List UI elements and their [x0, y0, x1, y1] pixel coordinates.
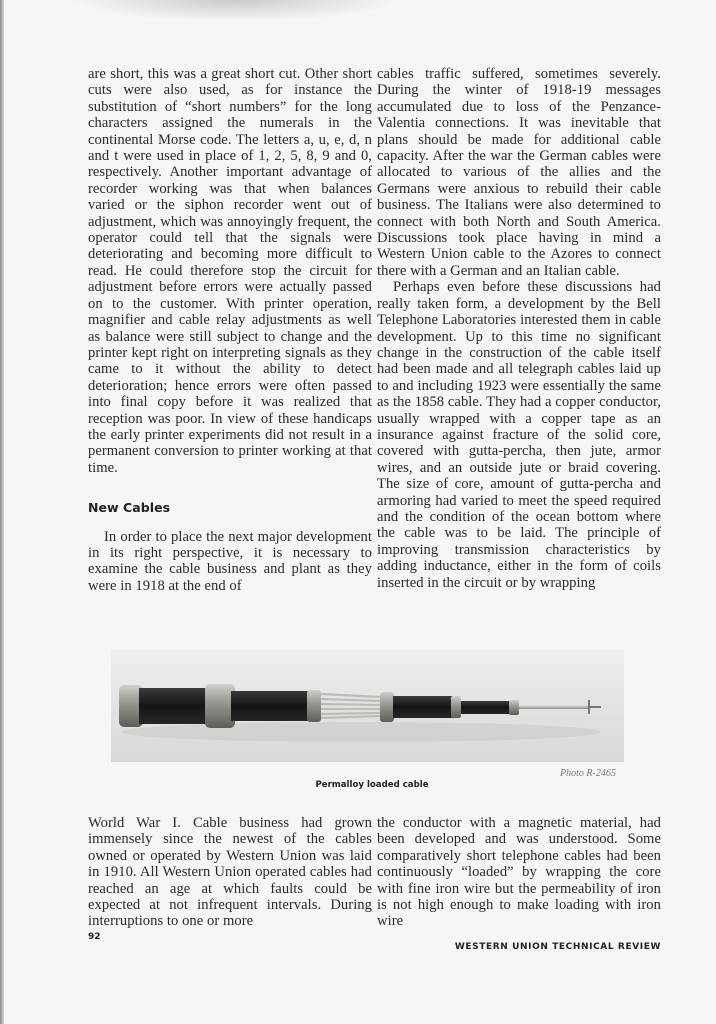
page-number: 92	[88, 932, 101, 942]
scan-shadow	[70, 0, 400, 22]
journal-footer: WESTERN UNION TECHNICAL REVIEW	[454, 942, 661, 952]
body-paragraph: are short, this was a great short cut. Other short cuts were also used, as for instance the substitution of “short numbers” for the long characters assigned the numerals in the continental Morse code. The letters a, u, e, d, n and t were used in place of 1, 2, 5, 8, 9 and 0, respectively. Another important advantage of recorder working was that when balances varied or the siphon recorder went out of adjustment, which was annoyingly frequent, the operator could tell that the signals were deteriorating and becoming more difficult to read. He could therefore stop the circuit for adjustment before errors were actually passed on to the customer. With printer operation, magnifier and cable relay adjustments as well as balance were still subject to change and the printer kept right on interpreting signals as they came to it without the ability to detect deterioration; hence errors were often passed into final copy before it was realized that reception was poor. In view of these handicaps the early printer experiments did not result in a permanent conversion to printer working at that time.	[88, 66, 372, 476]
left-column-top	[88, 66, 372, 594]
right-column-bottom	[377, 815, 661, 930]
body-paragraph: cables traffic suffered, sometimes severely. During the winter of 1918-19 messages accumulated due to loss of the Penzance-Valentia connections. It was inevitable that plans should be made for additional cable capacity. After the war the German cables were allocated to various of the allies and the Germans were anxious to rebuild their cable business. The Italians were also determined to connect with both North and South America. Discussions took place having in mind a Western Union cable to the Azores to connect there with a German and an Italian cable.	[377, 66, 661, 279]
right-column-top	[377, 66, 661, 591]
photo-credit: Photo R-2465	[560, 768, 616, 779]
body-paragraph: Perhaps even before these discussions had really taken form, a development by the Bell Telephone Laboratories interested them in cable development. Up to this time no significant change in the construction of the cable itself had been made and all telegraph cables laid up to and including 1923 were essentially the same as the 1858 cable. They had a copper conductor, usually wrapped with a copper tape as an insurance against fracture of the solid core, covered with gutta-percha, then jute, armor wires, and an outside jute or braid covering. The size of core, amount of gutta-percha and armoring had varied to meet the speed required and the condition of the ocean bottom where the cable was to be laid. The principle of improving transmission characteristics by adding inductance, either in the form of coils inserted in the circuit or by wrapping	[377, 279, 661, 591]
page-edge	[0, 0, 4, 1024]
figure-caption: Permalloy loaded cable	[315, 780, 429, 790]
cable-photo	[111, 650, 624, 762]
left-column-bottom	[88, 815, 372, 930]
body-paragraph: World War I. Cable business had grown immensely since the newest of the cables owned or operated by Western Union was laid in 1910. All Western Union operated cables had reached an age at which faults could be expected at not infrequent intervals. During interruptions to one or more	[88, 815, 372, 930]
body-paragraph: the conductor with a magnetic material, had been developed and was understood. Some comparatively short telephone cables had been continuously “loaded” by wrapping the core with fine iron wire but the permeability of iron is not high enough to make loading with iron wire	[377, 815, 661, 930]
permalloy-cable-illustration	[111, 650, 624, 762]
body-paragraph: In order to place the next major development in its right perspective, it is necessary to examine the cable business and plant as they were in 1918 at the end of	[88, 528, 372, 594]
section-heading: New Cables	[88, 500, 171, 516]
